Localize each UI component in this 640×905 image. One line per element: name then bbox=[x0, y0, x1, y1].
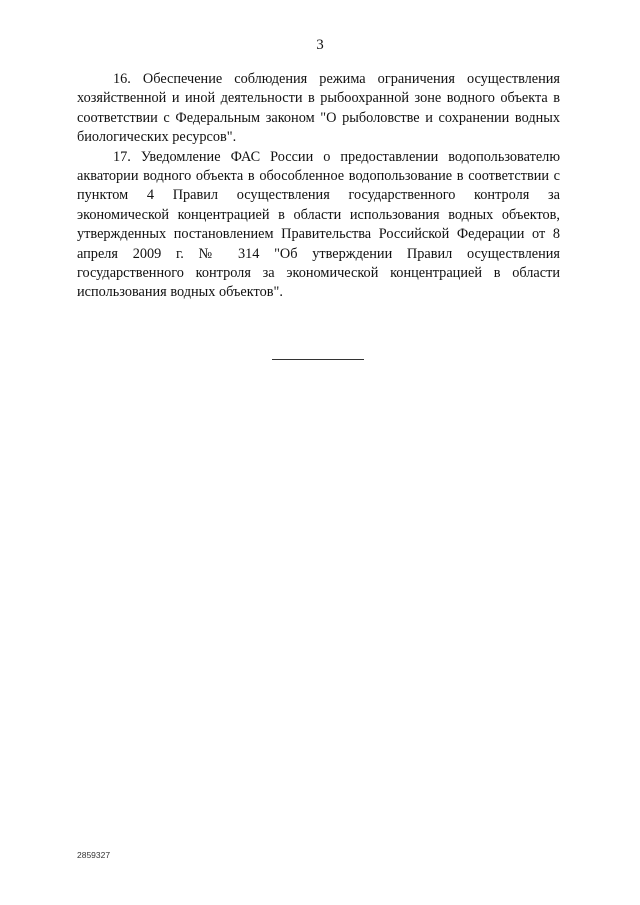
document-code: 2859327 bbox=[77, 850, 111, 860]
document-body bbox=[77, 70, 560, 303]
page-number: 3 bbox=[316, 37, 324, 53]
paragraph-17: 17. Уведомление ФАС России о предоставлении водопользователю акватории водного объекта в обособленное водопользование в соответствии с пунктом 4 Правил осуществления государственного контроля за экономической концентрацией в области использования водных объектов, утвержденных постановлением Правительства Российской Федерации от 8 апреля 2009 г. № 314 "Об утверждении Правил осуществления государственного контроля за экономической концентрацией в области использования водных объектов". bbox=[77, 148, 560, 301]
end-separator-line bbox=[272, 359, 364, 360]
paragraph-16: 16. Обеспечение соблюдения режима ограничения осуществления хозяйственной и иной деятельности в рыбоохранной зоне водного объекта в соответствии с Федеральным законом "О рыболовстве и сохранении водных биологических ресурсов". bbox=[77, 71, 560, 146]
